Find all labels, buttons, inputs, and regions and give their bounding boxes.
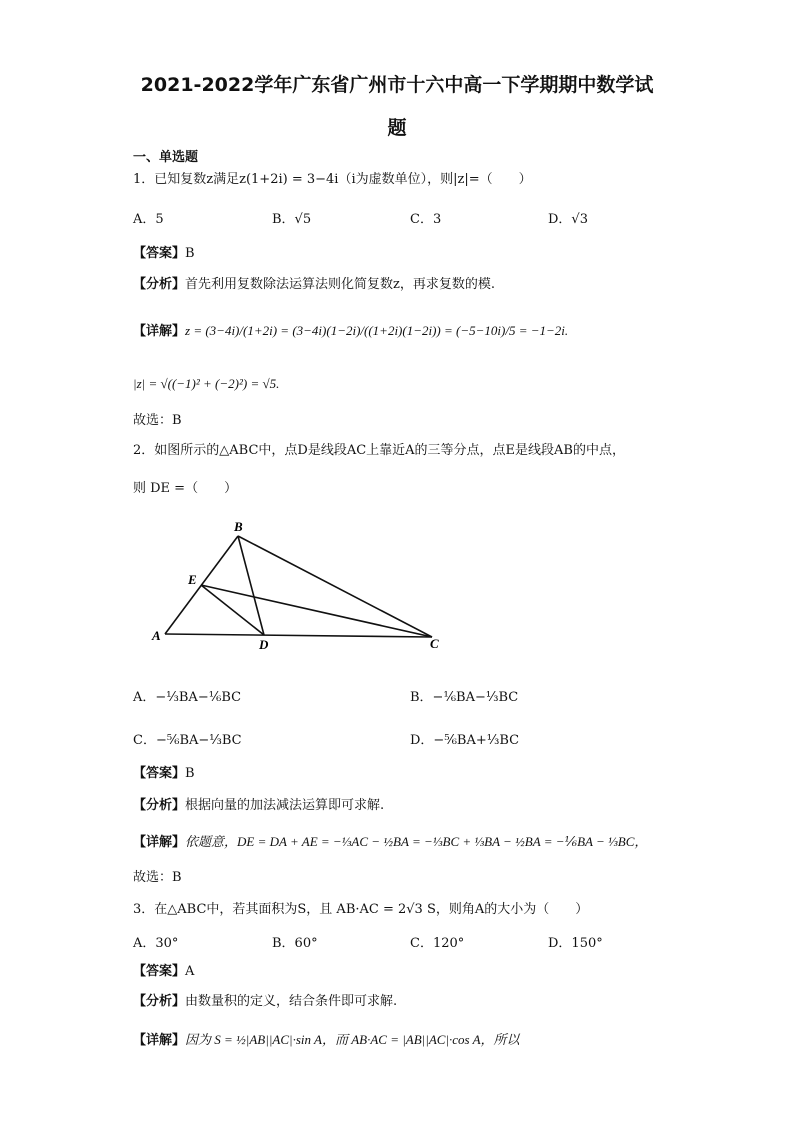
q1-choose: B: [172, 413, 182, 428]
q1-modulus-formula: [133, 375, 279, 394]
detail-label: 【详解】: [133, 835, 186, 850]
q3-detail-line: [133, 1031, 520, 1050]
q2-analysis-line: [133, 797, 384, 815]
q1-option-a: A．5: [133, 212, 164, 227]
segment-ac: [165, 634, 432, 637]
q1-modulus-text: |z| = √((−1)² + (−2)²) = √5.: [133, 376, 280, 391]
q1-choose-line: [133, 412, 182, 430]
answer-label: 【答案】: [133, 766, 186, 781]
q1-detail-line: [133, 322, 568, 341]
q3-option-a: A．30°: [133, 936, 179, 951]
q3-answer-line: [133, 963, 194, 981]
segment-ec: [201, 585, 432, 637]
segment-bd: [238, 536, 264, 635]
q1-answer: B: [185, 246, 195, 261]
vertex-label-c: C: [430, 636, 439, 651]
analysis-label: 【分析】: [133, 994, 186, 1009]
analysis-label: 【分析】: [133, 798, 186, 813]
q2-answer: B: [185, 766, 195, 781]
vertex-label-b: B: [234, 519, 243, 534]
detail-label: 【详解】: [133, 324, 186, 339]
q2-choose: B: [172, 870, 182, 885]
q2-option-c: C．−⅚BA−⅓BC: [133, 733, 242, 748]
q1-detail-formula: z = (3−4i)/(1+2i) = (3−4i)(1−2i)/((1+2i)(1−2i)) = (−5−10i)/5 = −1−2i.: [185, 323, 569, 338]
q1-analysis-line: [133, 276, 495, 294]
q1-analysis: 首先利用复数除法运算法则化简复数z，再求复数的模.: [185, 277, 495, 292]
q2-option-a: A．−⅓BA−⅙BC: [133, 690, 242, 705]
q1-stem: 1．已知复数z满足z(1+2i) = 3−4i（i为虚数单位），则|z|=（ ）: [133, 172, 532, 187]
document-title-continued: 题: [387, 117, 407, 139]
q2-choose-line: [133, 869, 182, 887]
choose-label: 故选：: [133, 870, 173, 885]
q3-detail: 因为 S = ½|AB||AC|·sin A，而 AB·AC = |AB||AC|·cos A，所以: [185, 1032, 520, 1047]
q2-stem-line1: 2．如图所示的△ABC中，点D是线段AC上靠近A的三等分点，点E是线段AB的中点，: [133, 443, 625, 458]
q2-option-b: B．−⅙BA−⅓BC: [410, 690, 519, 705]
section-heading: 一、单选题: [133, 150, 199, 165]
answer-label: 【答案】: [133, 246, 186, 261]
analysis-label: 【分析】: [133, 277, 186, 292]
q3-analysis: 由数量积的定义，结合条件即可求解.: [185, 994, 398, 1009]
detail-label: 【详解】: [133, 1033, 186, 1048]
q2-stem-line2: 则 DE =（ ）: [133, 481, 238, 496]
document-title: 2021-2022学年广东省广州市十六中高一下学期期中数学试: [140, 74, 654, 96]
point-label-e: E: [188, 572, 197, 587]
q2-detail: 依题意，DE = DA + AE = −⅓AC − ½BA = −⅓BC + ⅓BA − ½BA = −⅙BA − ⅓BC，: [185, 834, 648, 849]
point-label-d: D: [259, 637, 269, 652]
choose-label: 故选：: [133, 413, 173, 428]
q1-option-d: D．√3: [548, 212, 588, 227]
q3-option-c: C．120°: [410, 936, 465, 951]
answer-label: 【答案】: [133, 964, 186, 979]
q3-stem: 3．在△ABC中，若其面积为S，且 AB·AC = 2√3 S，则角A的大小为（ ）: [133, 902, 589, 917]
q3-option-d: D．150°: [548, 936, 603, 951]
q2-analysis: 根据向量的加法减法运算即可求解.: [185, 798, 385, 813]
q3-option-b: B．60°: [272, 936, 318, 951]
q1-option-b: B．√5: [272, 212, 312, 227]
q1-option-c: C．3: [410, 212, 442, 227]
q3-analysis-line: [133, 993, 397, 1011]
q3-answer: A: [185, 964, 195, 979]
q1-answer-line: [133, 245, 195, 263]
q2-detail-line: [133, 833, 647, 852]
triangle-figure: [150, 518, 450, 653]
vertex-label-a: A: [152, 628, 161, 643]
q2-option-d: D．−⅚BA+⅓BC: [410, 733, 520, 748]
q2-answer-line: [133, 765, 195, 783]
segment-bc: [238, 536, 432, 637]
